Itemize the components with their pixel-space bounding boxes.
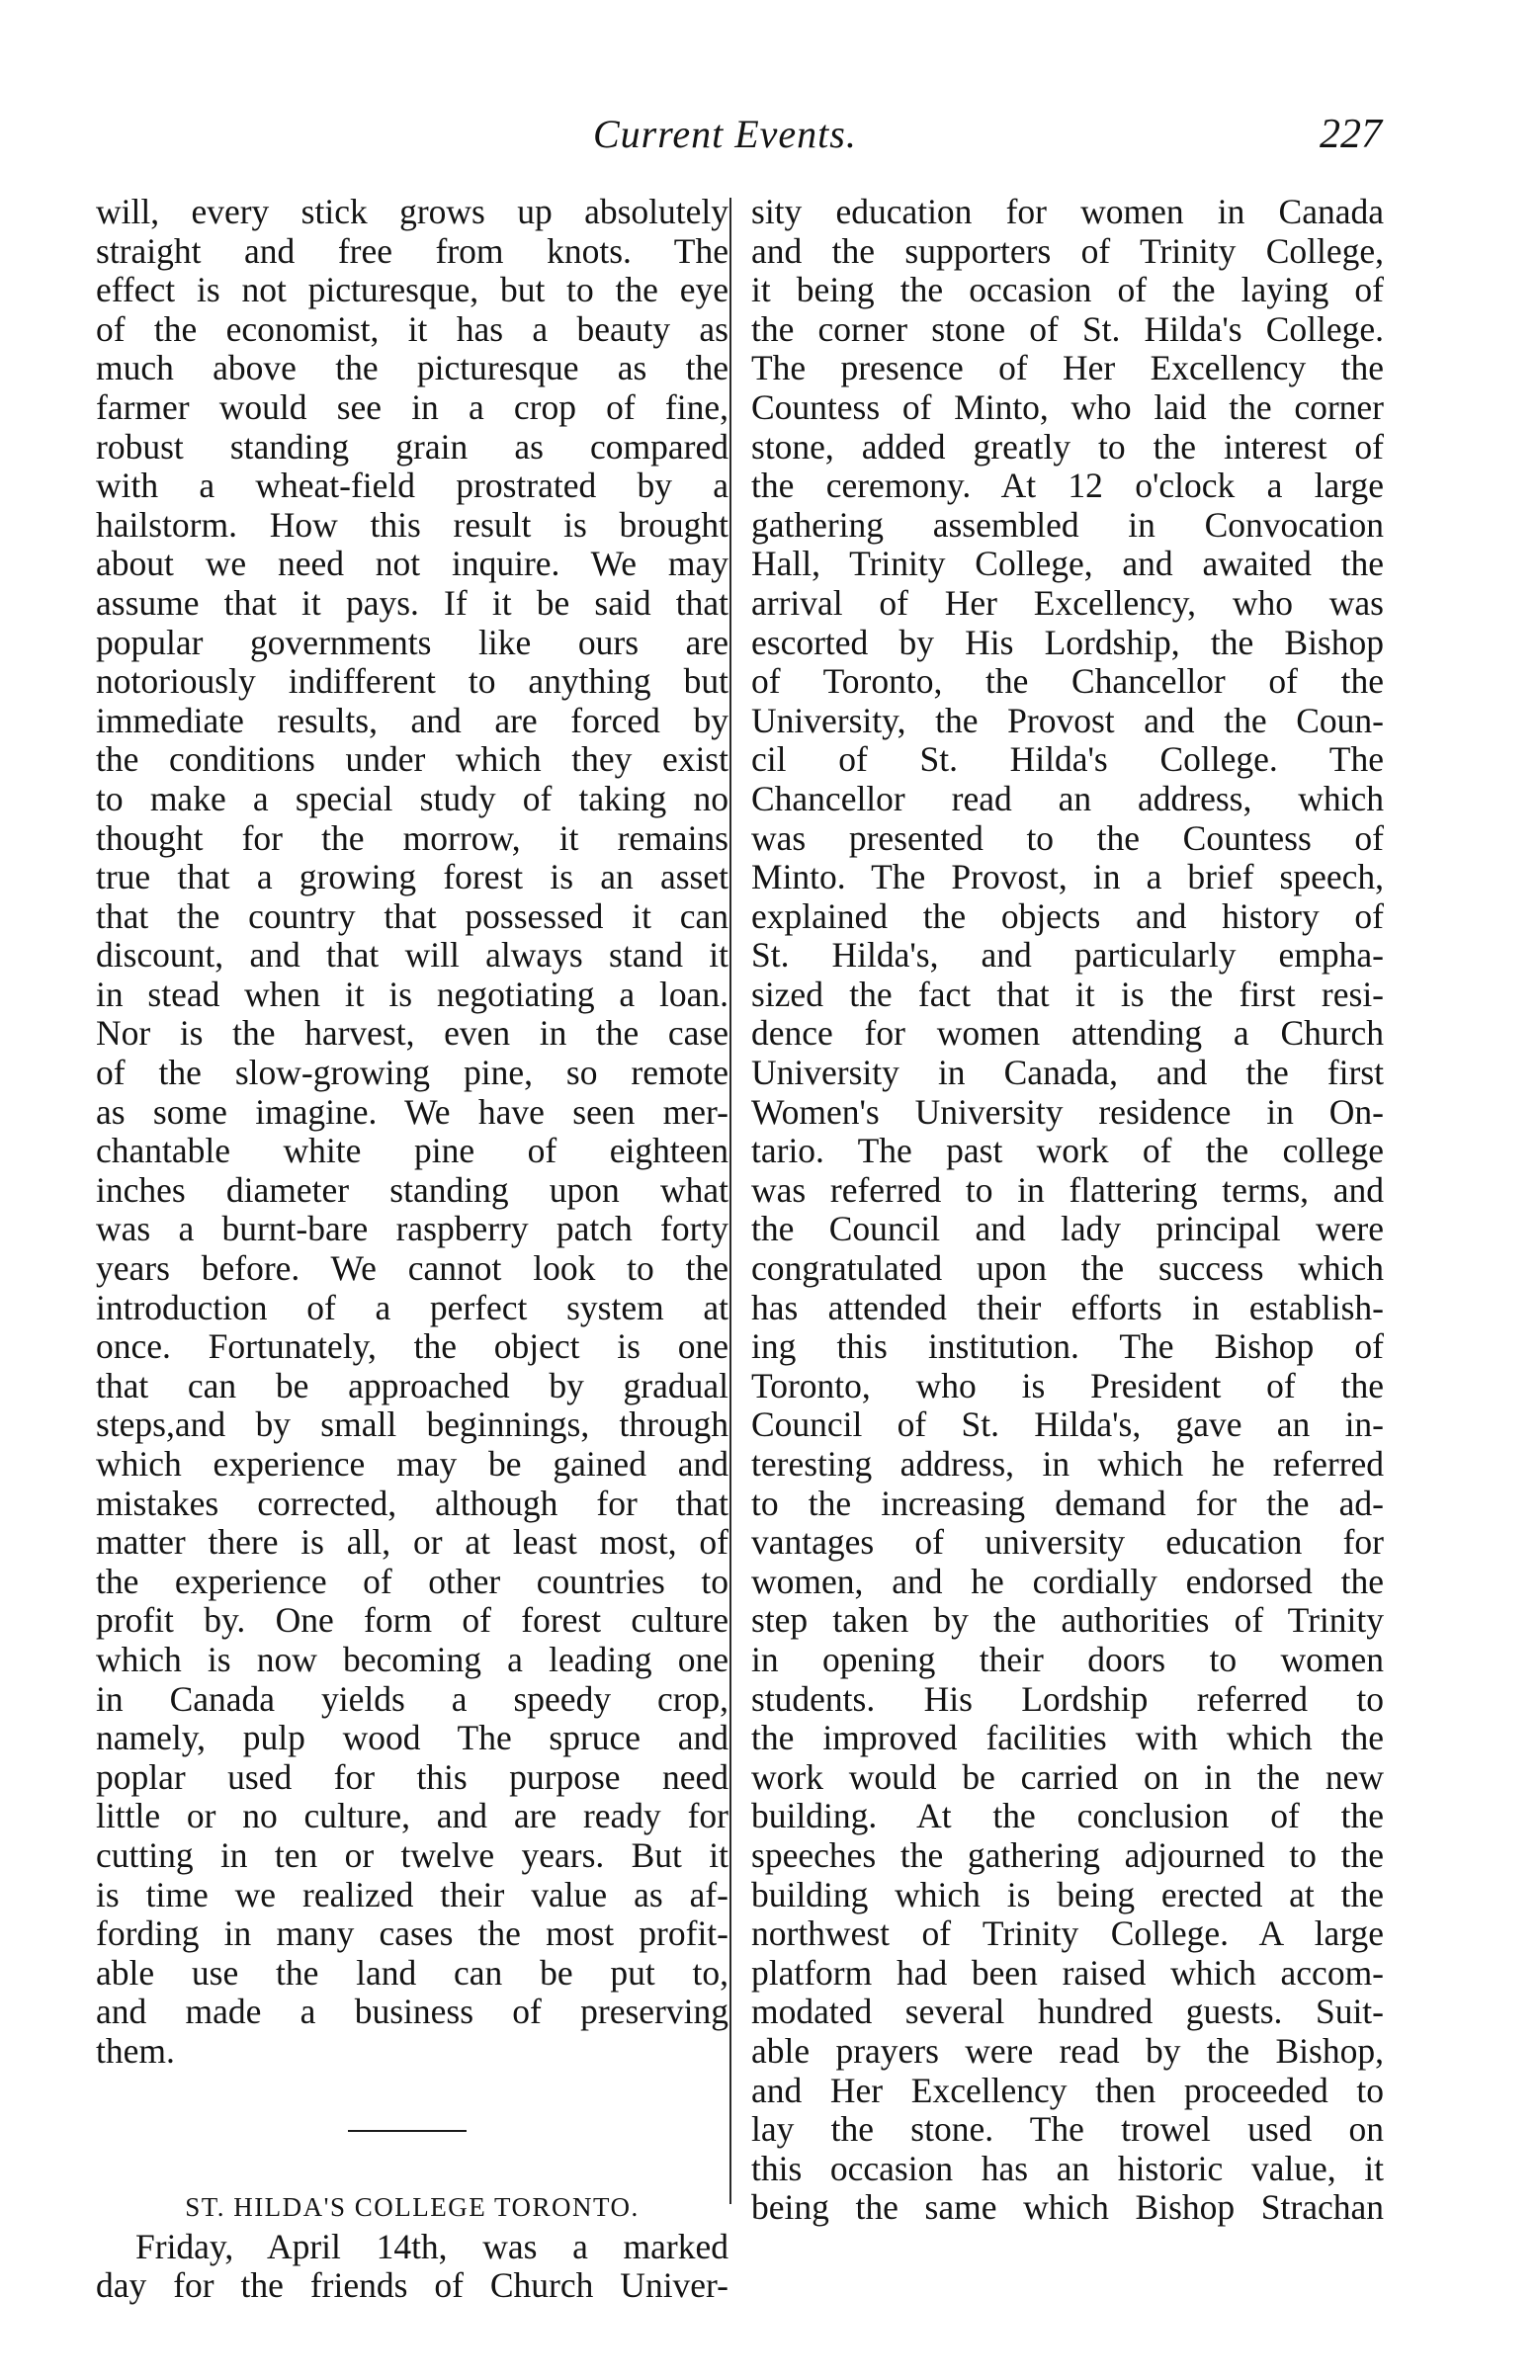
text-line: was a burnt-bare raspberry patch forty	[96, 1209, 728, 1249]
text-line: it being the occasion of the laying of	[751, 270, 1384, 310]
spacer	[96, 2072, 728, 2111]
text-line: with a wheat-field prostrated by a	[96, 466, 728, 506]
text-line: modated several hundred guests. Suit-	[751, 1992, 1384, 2032]
text-line: The presence of Her Excellency the	[751, 348, 1384, 388]
text-line: matter there is all, or at least most, of	[96, 1522, 728, 1563]
text-line: which is now becoming a leading one	[96, 1639, 728, 1679]
text-line: notoriously indifferent to anything but	[96, 661, 728, 702]
text-line: mistakes corrected, although for that	[96, 1483, 728, 1523]
text-line: the improved facilities with which the	[751, 1718, 1384, 1758]
text-line: once. Fortunately, the object is one	[96, 1326, 728, 1367]
text-line: Council of St. Hilda's, gave an in-	[751, 1404, 1384, 1445]
text-line: Countess of Minto, who laid the corner	[751, 386, 1384, 427]
text-line: was presented to the Countess of	[751, 817, 1384, 858]
text-line: of Toronto, the Chancellor of the	[751, 661, 1384, 702]
text-line: profit by. One form of forest culture	[96, 1600, 728, 1641]
text-line: will, every stick grows up absolutely	[96, 192, 728, 231]
text-line: that can be approached by gradual	[96, 1365, 728, 1405]
text-line: and made a business of preserving	[96, 1992, 728, 2032]
text-line: of the economist, it has a beauty as	[96, 308, 728, 349]
text-line: women, and he cordially endorsed the	[751, 1561, 1384, 1601]
text-line: poplar used for this purpose need	[96, 1756, 728, 1797]
text-line: Women's University residence in On-	[751, 1091, 1384, 1132]
text-line: University, the Provost and the Coun-	[751, 700, 1384, 740]
running-head	[0, 107, 1540, 166]
text-line: the experience of other countries to	[96, 1561, 728, 1601]
text-line: popular governments like ours are	[96, 622, 728, 662]
text-line: in stead when it is negotiating a loan.	[96, 974, 728, 1014]
text-line: arrival of Her Excellency, who was	[751, 582, 1384, 623]
text-line: introduction of a perfect system at	[96, 1287, 728, 1327]
text-line: effect is not picturesque, but to the eye	[96, 270, 728, 310]
column-rule	[729, 198, 731, 2204]
right-column	[751, 193, 1384, 2228]
text-line: to the increasing demand for the ad-	[751, 1483, 1384, 1523]
text-line: assume that it pays. If it be said that	[96, 582, 728, 623]
text-line: as some imagine. We have seen mer-	[96, 1091, 728, 1132]
text-line: to make a special study of taking no	[96, 778, 728, 818]
text-line: stone, added greatly to the interest of	[751, 426, 1384, 467]
running-title: Current Events.	[593, 112, 857, 156]
text-line: gathering assembled in Convocation	[751, 504, 1384, 545]
text-line: work would be carried on in the new	[751, 1756, 1384, 1797]
text-line: cil of St. Hilda's College. The	[751, 739, 1384, 780]
text-line: day for the friends of Church Univer-	[96, 2265, 728, 2306]
text-line: in opening their doors to women	[751, 1639, 1384, 1679]
text-line: dence for women attending a Church	[751, 1013, 1384, 1054]
text-line: ing this institution. The Bishop of	[751, 1326, 1384, 1367]
text-line: explained the objects and history of	[751, 895, 1384, 936]
left-column	[96, 193, 728, 2306]
text-line: St. Hilda's, and particularly empha-	[751, 935, 1384, 976]
text-line: the conditions under which they exist	[96, 739, 728, 780]
text-line: Minto. The Provost, in a brief speech,	[751, 857, 1384, 897]
text-line: teresting address, in which he referred	[751, 1444, 1384, 1484]
text-line: northwest of Trinity College. A large	[751, 1913, 1384, 1954]
text-line: Hall, Trinity College, and awaited the	[751, 544, 1384, 584]
text-line: building. At the conclusion of the	[751, 1796, 1384, 1836]
text-line: years before. We cannot look to the	[96, 1248, 728, 1289]
text-line: Chancellor read an address, which	[751, 778, 1384, 818]
text-line: robust standing grain as compared	[96, 426, 728, 467]
text-line: step taken by the authorities of Trinity	[751, 1600, 1384, 1641]
text-line: escorted by His Lordship, the Bishop	[751, 622, 1384, 662]
text-line: sity education for women in Canada	[751, 192, 1384, 231]
text-line: in Canada yields a speedy crop,	[96, 1678, 728, 1719]
text-line: and Her Excellency then proceeded to	[751, 2070, 1384, 2110]
separator-rule	[348, 2130, 467, 2132]
text-line: hailstorm. How this result is brought	[96, 504, 728, 545]
text-line: Nor is the harvest, even in the case	[96, 1013, 728, 1054]
text-line: the corner stone of St. Hilda's College.	[751, 308, 1384, 349]
text-line: the ceremony. At 12 o'clock a large	[751, 466, 1384, 506]
text-line: platform had been raised which accom-	[751, 1952, 1384, 1993]
text-line: immediate results, and are forced by	[96, 700, 728, 740]
text-line: chantable white pine of eighteen	[96, 1131, 728, 1171]
text-line: is time we realized their value as af-	[96, 1874, 728, 1914]
text-line: the Council and lady principal were	[751, 1209, 1384, 1249]
text-line: lay the stone. The trowel used on	[751, 2109, 1384, 2150]
spacer	[96, 2150, 728, 2189]
text-line: and the supporters of Trinity College,	[751, 230, 1384, 271]
section-heading: ST. HILDA'S COLLEGE TORONTO.	[185, 2192, 640, 2223]
text-line: discount, and that will always stand it	[96, 935, 728, 976]
text-line: speeches the gathering adjourned to the	[751, 1834, 1384, 1875]
text-line: cutting in ten or twelve years. But it	[96, 1834, 728, 1875]
text-line: which experience may be gained and	[96, 1444, 728, 1484]
text-line: straight and free from knots. The	[96, 230, 728, 271]
text-line: namely, pulp wood The spruce and	[96, 1718, 728, 1758]
text-line: much above the picturesque as the	[96, 348, 728, 388]
text-line: them.	[96, 2030, 175, 2071]
text-line: students. His Lordship referred to	[751, 1678, 1384, 1719]
text-line: inches diameter standing upon what	[96, 1169, 728, 1210]
text-line: able use the land can be put to,	[96, 1952, 728, 1993]
text-line: able prayers were read by the Bishop,	[751, 2030, 1384, 2071]
text-line: congratulated upon the success which	[751, 1248, 1384, 1289]
text-line: vantages of university education for	[751, 1522, 1384, 1563]
text-line: this occasion has an historic value, it	[751, 2148, 1384, 2188]
text-line: steps,and by small beginnings, through	[96, 1404, 728, 1445]
section-separator	[96, 2110, 728, 2150]
text-line: tario. The past work of the college	[751, 1131, 1384, 1171]
text-line: being the same which Bishop Strachan	[751, 2187, 1384, 2228]
text-line: true that a growing forest is an asset	[96, 857, 728, 897]
text-line: that the country that possessed it can	[96, 895, 728, 936]
text-line: little or no culture, and are ready for	[96, 1796, 728, 1836]
text-line: thought for the morrow, it remains	[96, 817, 728, 858]
text-line: Toronto, who is President of the	[751, 1365, 1384, 1405]
text-line: building which is being erected at the	[751, 1874, 1384, 1914]
text-line: farmer would see in a crop of fine,	[96, 386, 728, 427]
text-line: of the slow-growing pine, so remote	[96, 1053, 728, 1093]
text-line: fording in many cases the most profit-	[96, 1913, 728, 1954]
text-line: was referred to in flattering terms, and	[751, 1169, 1384, 1210]
text-line: Friday, April 14th, was a marked	[135, 2226, 728, 2266]
text-line: has attended their efforts in establish-	[751, 1287, 1384, 1327]
text-line: University in Canada, and the first	[751, 1053, 1384, 1093]
text-line: sized the fact that it is the first resi-	[751, 974, 1384, 1014]
text-line: about we need not inquire. We may	[96, 544, 728, 584]
page-number: 227	[1320, 112, 1382, 157]
